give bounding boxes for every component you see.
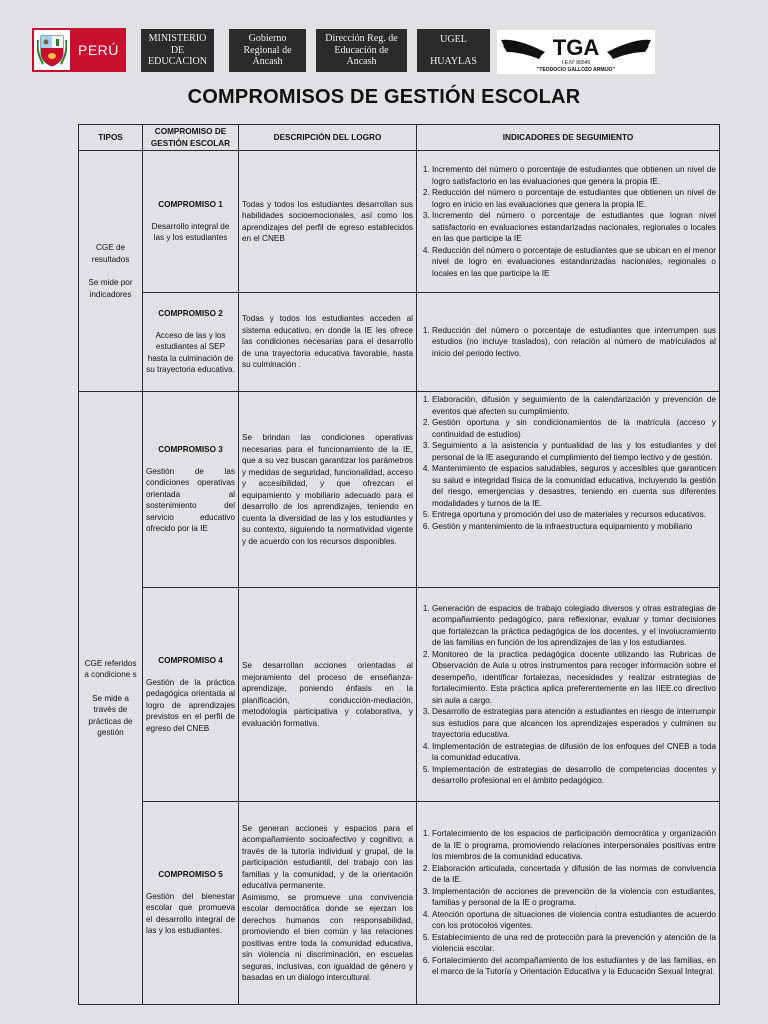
header-tipos: TIPOS	[79, 125, 143, 151]
header-compromiso: COMPROMISO DE GESTIÓN ESCOLAR	[143, 125, 239, 151]
compromiso-cell	[143, 588, 239, 802]
list-item: 3. Desarrollo de estrategias para atención a estudiantes en riesgo de interrumpir sus estudios para que alcancen los aprendizajes esperados y culminen su trayectoria educativa.	[432, 706, 716, 741]
table-row	[79, 802, 720, 1005]
list-item: 1. Elaboración, difusión y seguimiento de la calendarización y prevención de eventos que afecten su cumplimiento.	[432, 394, 716, 417]
header-box-line: HUAYLAS	[430, 56, 477, 67]
indicadores-cell	[417, 392, 720, 588]
page-header	[0, 0, 768, 80]
logo-line2: "TEODOCIO GALLOZO ARMIJO"	[537, 67, 615, 73]
table-row	[79, 588, 720, 802]
header-box-ugel	[417, 29, 490, 72]
tipo-label: CGE de resultados	[91, 243, 130, 264]
compromiso-desc: Gestión de las condiciones operativas orientada al sostenimiento del servicio educativo ofrecido por la IE	[146, 466, 235, 534]
compromiso-cell	[143, 151, 239, 293]
compromiso-desc: Acceso de las y los estudiantes al SEP hasta la culminación de su trayectoria educativa.	[146, 330, 235, 375]
header-box-spacer	[417, 45, 490, 56]
list-item: 5. Establecimiento de una red de protección para la prevención y atención de la violencia escolar.	[432, 932, 716, 955]
logro-cell: Todas y todos los estudiantes desarrollan sus habilidades socioemocionales, así como los aprendizajes del perfil de egreso establecidos en el CNEB	[239, 151, 417, 293]
list-item: 4. Reducción del número o porcentaje de estudiantes que se ubican en el menor nivel de logro en evaluaciones estandarizadas nacionales, regionales o locales en las que participe la IE	[432, 245, 716, 280]
header-box-line: Dirección Reg. de	[325, 33, 398, 45]
tipo-sublabel: Se mide a través de prácticas de gestión	[88, 693, 133, 737]
logro-paragraph: Se generan acciones y espacios para el acompañamiento socioafectivo y cognitivo, a través de la tutoría individual y grupal, de la participación estudiantil, del trabajo con las familias y la comunidad, y de la orientación educativa permanente.	[242, 823, 413, 890]
list-item: 1. Reducción del número o porcentaje de estudiantes que interrumpen sus estudios (no incluye traslados), con relación al número de matriculados al inicio del periodo lectivo.	[432, 325, 716, 360]
list-item: 2. Reducción del número o porcentaje de estudiantes que obtienen un nivel de logro en inicio en las evaluaciones que genera la propia IE.	[432, 187, 716, 210]
indicadores-cell	[417, 588, 720, 802]
list-item: 3. Seguimiento a la asistencia y puntualidad de las y los estudiantes y del personal de la IE asegurando el cumplimiento del tiempo lectivo y de gestión.	[432, 440, 716, 463]
compromiso-name: COMPROMISO 4	[158, 656, 223, 665]
school-logo	[497, 30, 655, 74]
list-item: 4. Implementación de estrategias de difusión de los enfoques del CNEB a toda la comunidad educativa.	[432, 741, 716, 764]
indicadores-cell	[417, 293, 720, 392]
compromiso-name: COMPROMISO 3	[158, 445, 223, 455]
table-header-row	[79, 125, 720, 151]
indicadores-list	[420, 325, 716, 360]
list-item: 6. Gestión y mantenimiento de la infraestructura equipamiento y mobiliario	[432, 521, 716, 533]
compromiso-name: COMPROMISO 1	[158, 200, 223, 210]
logro-cell: Se brindan las condiciones operativas necesarias para el funcionamiento de la IE, que a su vez buscan garantizar los parámetros y medidas de seguridad, funcionalidad, acceso y accesibilidad, y que ofrezcan el equipamiento y mobiliario adecuado para el desarrollo de los aprendizajes, teniendo en cuenta la diversidad de las y los estudiantes y su contexto, siguiendo la normatividad vigente y de acuerdo con los recursos disponibles.	[239, 392, 417, 588]
list-item: 2. Monitoreo de la practica pedagógica docente utilizando las Rubricas de Observación de Aula u otros instrumentos para recoger información sobre el desempeño, identificar fortalezas, necesidades y realizar estrategias de fortalecimiento. Esta práctica aplica preferentemente en las IIEE.co directivo sin aula a cargo.	[432, 649, 716, 707]
commitments-table	[78, 124, 720, 1005]
coat-of-arms-icon	[34, 30, 70, 70]
list-item: 4. Mantenimiento de espacios saludables, seguros y accesibles que garanticen su salud e integridad física de la comunidad educativa, incluyendo la gestión del riesgo, emergencias y desastres, teniendo en cuenta sus diferentes modalidades y turnos de la IE.	[432, 463, 716, 509]
indicadores-list	[420, 164, 716, 279]
list-item: 1. Generación de espacios de trabajo colegiado diversos y otras estrategias de acompañamiento pedagógico, para reflexionar, evaluar y tomar decisiones que fortalezcan la práctica pedagógica de los docentes, y el involucramiento de las familias en función de los aprendizajes de las y los estudiantes.	[432, 603, 716, 649]
list-item: 2. Elaboración articulada, concertada y difusión de las normas de convivencia de la IE.	[432, 863, 716, 886]
header-box-line: Educación de	[334, 44, 389, 56]
logro-cell: Todas y todos los estudiantes acceden al sistema educativo, en donde la IE les ofrece las condiciones necesarias para el desarrollo de una trayectoria educativa favorable, hasta su culminación .	[239, 293, 417, 392]
logro-cell: Se desarrollan acciones orientadas al mejoramiento del proceso de enseñanza-aprendizaje, poniendo énfasis en la planificación, conducción-mediación, metodología participativa y colaborativa, y evaluación formativa.	[239, 588, 417, 802]
tipo-label: CGE referidos a condicione s	[84, 658, 137, 679]
list-item: 4. Atención oportuna de situaciones de violencia contra estudiantes de acuerdo con los protocolos vigentes.	[432, 909, 716, 932]
list-item: 3. Implementación de acciones de prevención de la violencia con estudiantes, familias y personal de la IE o programa.	[432, 886, 716, 909]
indicadores-cell	[417, 151, 720, 293]
tipo-cell-condiciones	[79, 392, 143, 1005]
peru-flag-banner	[32, 28, 126, 72]
header-indicadores: INDICADORES DE SEGUIMIENTO	[417, 125, 720, 151]
list-item: 6. Fortalecimiento del acompañamiento de los estudiantes y de las familias, en el marco de la Tutoría y Orientación Educativa y la Educación Sexual Integral.	[432, 955, 716, 978]
header-box-line: Gobierno	[248, 33, 287, 45]
compromiso-cell	[143, 802, 239, 1005]
logo-line1: I.E.N° 86545	[561, 60, 591, 66]
header-box-line: UGEL	[440, 33, 467, 45]
compromiso-cell	[143, 392, 239, 588]
logo-text: TGA	[552, 35, 600, 60]
logro-paragraph: Asimismo, se promueve una convivencia escolar democrática donde se ejerzan los derechos humanos con responsabilidad, promoviendo el bien común y las relaciones positivas entre toda la comunidad educativa, sin violencia ni discriminación, en escuelas seguras, inclusivas, con igualdad de género y basadas en un dialogo intercultural.	[242, 892, 413, 982]
header-box-line: MINISTERIO	[148, 33, 207, 45]
header-box-ministerio	[141, 29, 214, 72]
indicadores-list	[420, 394, 716, 532]
indicadores-cell	[417, 802, 720, 1005]
compromiso-desc: Gestión del bienestar escolar que promueva el desarrollo integral de las y los estudiantes.	[146, 891, 235, 936]
header-descripcion: DESCRIPCIÓN DEL LOGRO	[239, 125, 417, 151]
tipo-sublabel: Se mide por indicadores	[88, 278, 133, 299]
page-title: COMPROMISOS DE GESTIÓN ESCOLAR	[187, 86, 581, 108]
list-item: 3. Incremento del número o porcentaje de estudiantes que logran nivel satisfactorio en evaluaciones estandarizadas nacionales, regionales o locales en las que participe la IE	[432, 210, 716, 245]
header-box-line: EDUCACION	[148, 56, 207, 68]
compromiso-name: COMPROMISO 5	[158, 870, 223, 880]
compromiso-desc: Gestión de la práctica pedagógica orientada al logro de aprendizajes previstos en el perfil de egreso del CNEB	[146, 677, 235, 733]
table-row	[79, 392, 720, 588]
wings-icon	[497, 30, 655, 74]
header-box-line: Ancash	[346, 56, 377, 68]
list-item: 5. Implementación de estrategias de desarrollo de competencias docentes y desarrollo profesional en el ámbito pedagógico.	[432, 764, 716, 787]
logro-cell	[239, 802, 417, 1005]
list-item: 1. Fortalecimiento de los espacios de participación democrática y organización de la IE o programa, promoviendo relaciones interpersonales positivas entre los miembros de la comunidad educativa.	[432, 828, 716, 863]
header-box-gobierno	[229, 29, 306, 72]
indicadores-list	[420, 828, 716, 978]
peru-label: PERÚ	[78, 42, 119, 58]
header-box-line: Ancash	[252, 56, 283, 68]
list-item: 5. Entrega oportuna y promoción del uso de materiales y recursos educativos.	[432, 509, 716, 521]
compromiso-cell	[143, 293, 239, 392]
compromiso-desc: Desarrollo integral de las y los estudiantes	[151, 221, 230, 243]
indicadores-list	[420, 603, 716, 787]
table-row	[79, 293, 720, 392]
list-item: 2. Gestión oportuna y sin condicionamientos de la matrícula (acceso y continuidad de estudios)	[432, 417, 716, 440]
list-item: 1. Incremento del número o porcentaje de estudiantes que obtienen un nivel de logro satisfactorio en las evaluaciones que genera la propia IE.	[432, 164, 716, 187]
table-row	[79, 151, 720, 293]
header-box-line: DE	[170, 44, 185, 56]
tipo-cell-resultados	[79, 151, 143, 392]
header-box-direccion	[316, 29, 407, 72]
header-box-line: Regional de	[243, 44, 292, 56]
compromiso-name: COMPROMISO 2	[158, 309, 223, 319]
